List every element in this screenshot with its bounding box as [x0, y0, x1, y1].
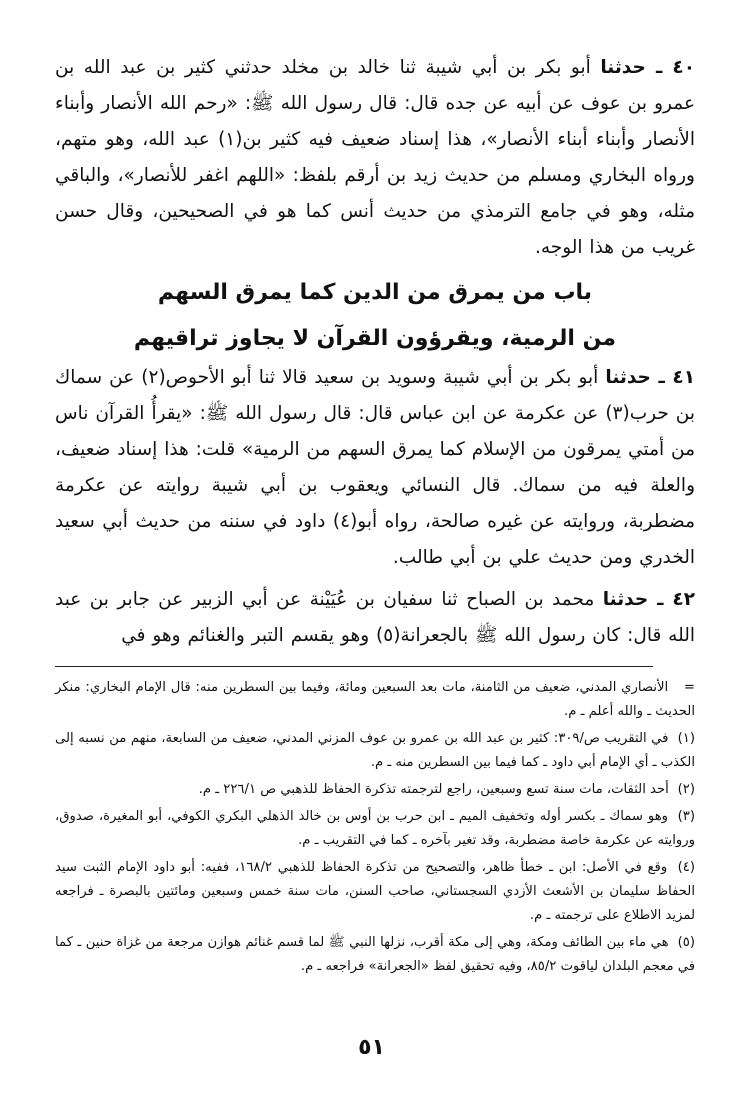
hadith-number: ٤٠ ـ حدثنا	[600, 57, 695, 78]
footnote-mark: (٢)	[677, 782, 695, 797]
footnote-mark: (٥)	[677, 935, 695, 950]
hadith-41	[55, 360, 695, 576]
footnote-mark: (٣)	[677, 809, 695, 824]
hadith-42	[55, 582, 695, 654]
main-text	[55, 50, 695, 654]
footnote-2	[55, 778, 695, 802]
footnote-text: وقع في الأصل: ابن ـ خطأ ظاهر، والتصحيح من تذكرة الحفاظ للذهبي ١٦٨/٢، ففيه: أبو داود الإمام الثبت سيد الحفاظ سليمان بن الأشعث الأزدي السجستاني، صاحب السنن، مات سنة خمس وسبعين ومائتين بالبصرة ـ فراجعه لمزيد الاطلاع على ترجمته ـ م.	[55, 860, 695, 923]
chapter-heading	[55, 272, 695, 360]
footnote-text: في التقريب ص/٣٠٩: كثير بن عبد الله بن عمرو بن عوف المزني المدني، ضعيف من السابعة، منهم من نسبه إلى الكذب ـ أي الإمام أبي داود ـ كما فيما بين السطرين منه ـ م.	[55, 731, 695, 770]
footnote-4	[55, 856, 695, 928]
footnote-text: هي ماء بين الطائف ومكة، وهي إلى مكة أقرب، نزلها النبي ﷺ لما قسم غنائم هوازن مرجعة من غزاة حنين ـ كما في معجم البلدان لياقوت ٨٥/٢، وفيه تحقيق لفظ «الجعرانة» فراجعه ـ م.	[55, 935, 695, 974]
chapter-heading-line-1: باب من يمرق من الدين كما يمرق السهم	[157, 280, 593, 305]
footnote-3	[55, 805, 695, 853]
footnote-divider	[55, 666, 653, 667]
page-number: ٥١	[358, 1035, 385, 1060]
footnote-text: أحد الثقات، مات سنة تسع وسبعين، راجع لترجمته تذكرة الحفاظ للذهبي ص ٢٢٦/١ ـ م.	[198, 782, 669, 797]
hadith-text: أبو بكر بن أبي شيبة ثنا خالد بن مخلد حدثني كثير بن عبد الله بن عمرو بن عوف عن أبيه عن جده قال: قال رسول الله ﷺ: «رحم الله الأنصار وأبناء الأنصار وأبناء أبناء الأنصار»، هذا إسناد ضعيف فيه كثير بن(١) عبد الله، وهو متهم، ورواه البخاري ومسلم من حديث زيد بن أرقم بلفظ: «اللهم اغفر للأنصار»، والباقي مثله، وهو في جامع الترمذي من حديث أنس كما هو في الصحيحين، وقال حسن غريب من هذا الوجه.	[55, 57, 695, 258]
hadith-text: أبو بكر بن أبي شيبة وسويد بن سعيد قالا ثنا أبو الأحوص(٢) عن سماك بن حرب(٣) عن عكرمة عن ابن عباس قال: قال رسول الله ﷺ: «يقرأُ القرآن ناس من أمتي يمرقون من الإسلام كما يمرق السهم من الرمية» قلت: هذا إسناد ضعيف، والعلة فيه من سماك. قال النسائي ويعقوب بن أبي شيبة روايته عن عكرمة مضطربة، وروايته عن غيره صالحة، رواه أبو(٤) داود في سننه من حديث أبي سعيد الخدري ومن حديث علي بن أبي طالب.	[55, 367, 695, 568]
footnote-text: وهو سماك ـ بكسر أوله وتخفيف الميم ـ ابن حرب بن أوس بن خالد الذهلي البكري الكوفي، أبو المغيرة، صدوق، وروايته عن عكرمة خاصة مضطربة، وقد تغير بآخره ـ كما في التقريب ـ م.	[55, 809, 695, 848]
footnote-mark: =	[683, 680, 695, 695]
hadith-number: ٤١ ـ حدثنا	[605, 367, 695, 388]
footnote-5	[55, 931, 695, 979]
footnotes	[55, 676, 695, 982]
hadith-40	[55, 50, 695, 266]
footnote-mark: (١)	[677, 731, 696, 746]
chapter-heading-line-2: من الرمية، ويقرؤون القرآن لا يجاوز تراقيهم	[133, 326, 617, 351]
hadith-text: محمد بن الصباح ثنا سفيان بن عُيَيْنة عن أبي الزبير عن جابر بن عبد الله قال: كان رسول الله ﷺ بالجعرانة(٥) وهو يقسم التبر والغنائم وهو في	[55, 589, 695, 646]
footnote-continued	[55, 676, 695, 724]
hadith-number: ٤٢ ـ حدثنا	[602, 589, 695, 610]
footnote-mark: (٤)	[677, 860, 695, 875]
footnote-text: الأنصاري المدني، ضعيف من الثامنة، مات بعد السبعين ومائة، وفيما بين السطرين منه: قال الإمام البخاري: منكر الحديث ـ والله أعلم ـ م.	[55, 680, 695, 719]
footnote-1	[55, 727, 695, 775]
